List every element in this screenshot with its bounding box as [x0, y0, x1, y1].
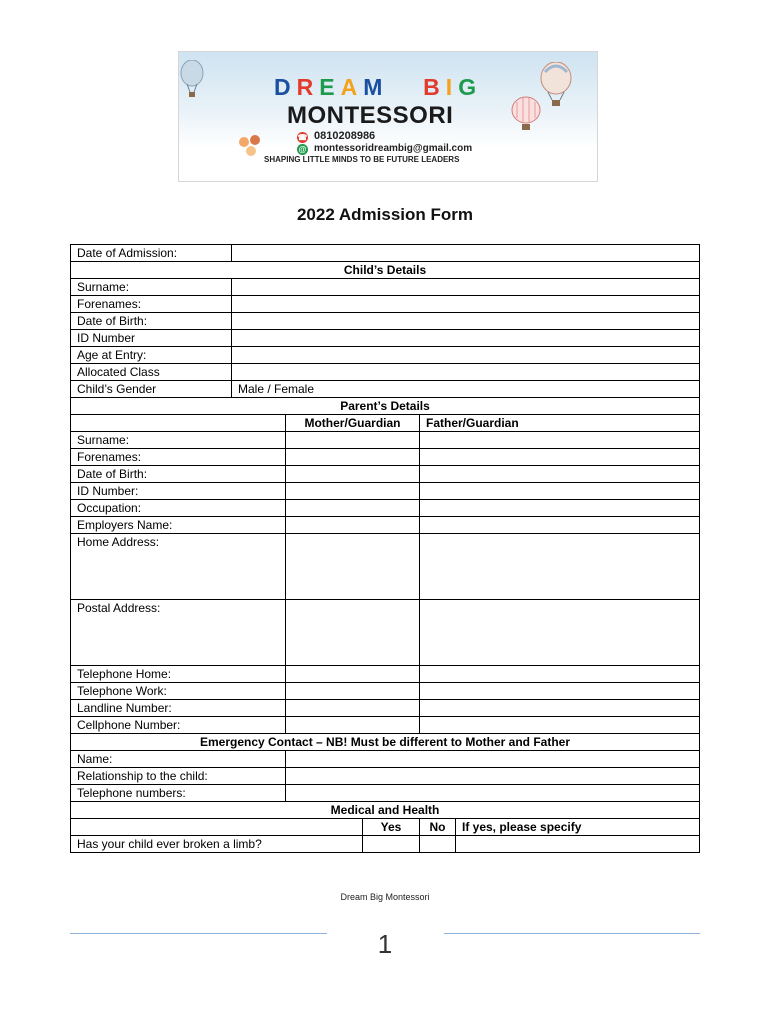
father-occupation-field[interactable]: [420, 500, 700, 517]
table-row: [71, 768, 700, 785]
table-row: [71, 466, 700, 483]
field-label: Postal Address:: [71, 600, 286, 666]
mother-id-field[interactable]: [286, 483, 420, 500]
emergency-contact-header: Emergency Contact – NB! Must be different to Mother and Father: [71, 734, 700, 751]
at-sign-icon: @: [298, 145, 307, 154]
brand-letter: I: [445, 74, 459, 100]
field-label: Name:: [71, 751, 286, 768]
broken-limb-yes-field[interactable]: [363, 836, 420, 853]
medical-health-header: Medical and Health: [71, 802, 700, 819]
table-row: [71, 313, 700, 330]
brand-letter: A: [340, 74, 364, 100]
broken-limb-no-field[interactable]: [420, 836, 456, 853]
child-class-field[interactable]: [232, 364, 700, 381]
field-label: Allocated Class: [71, 364, 232, 381]
field-label: Surname:: [71, 432, 286, 449]
father-surname-field[interactable]: [420, 432, 700, 449]
brand-letter: G: [458, 74, 483, 100]
emergency-name-field[interactable]: [286, 751, 700, 768]
brand-letter: D: [274, 74, 297, 100]
table-row: [71, 347, 700, 364]
child-gender-field[interactable]: Male / Female: [232, 381, 700, 398]
table-row: [71, 717, 700, 734]
father-tel-work-field[interactable]: [420, 683, 700, 700]
brand-letter: E: [319, 74, 341, 100]
brand-dream-big: [274, 74, 482, 101]
field-label: Age at Entry:: [71, 347, 232, 364]
email-address: montessoridreambig@gmail.com: [314, 143, 473, 154]
parent-details-header: Parent’s Details: [71, 398, 700, 415]
table-row: [71, 534, 700, 600]
table-row: [71, 819, 700, 836]
table-row: [71, 432, 700, 449]
footer-text: Dream Big Montessori: [340, 892, 430, 902]
father-dob-field[interactable]: [420, 466, 700, 483]
emergency-telephone-field[interactable]: [286, 785, 700, 802]
table-row: [71, 683, 700, 700]
father-tel-home-field[interactable]: [420, 666, 700, 683]
child-id-field[interactable]: [232, 330, 700, 347]
field-label: Relationship to the child:: [71, 768, 286, 785]
field-label: Employers Name:: [71, 517, 286, 534]
field-label: ID Number: [71, 330, 232, 347]
phone-number: 0810208986: [314, 130, 376, 142]
table-row: [71, 600, 700, 666]
table-row: [71, 262, 700, 279]
table-row: [71, 381, 700, 398]
table-row: [71, 751, 700, 768]
table-row: [71, 398, 700, 415]
table-row: [71, 449, 700, 466]
field-label: Forenames:: [71, 449, 286, 466]
mother-tel-work-field[interactable]: [286, 683, 420, 700]
tagline: SHAPING LITTLE MINDS TO BE FUTURE LEADERS: [264, 155, 460, 164]
table-row: [71, 483, 700, 500]
mother-column-header: Mother/Guardian: [286, 415, 420, 432]
field-label: Telephone Home:: [71, 666, 286, 683]
date-of-admission-field[interactable]: [232, 245, 700, 262]
field-label: Occupation:: [71, 500, 286, 517]
table-row: [71, 700, 700, 717]
phone-icon: ☎: [297, 133, 308, 142]
date-of-admission-label: Date of Admission:: [71, 245, 232, 262]
header-banner: [178, 51, 598, 182]
hot-air-balloon-icon: [509, 96, 543, 132]
emergency-relationship-field[interactable]: [286, 768, 700, 785]
field-label: Child’s Gender: [71, 381, 232, 398]
children-illustration-icon: [237, 134, 265, 160]
field-label: Date of Birth:: [71, 466, 286, 483]
field-label: Date of Birth:: [71, 313, 232, 330]
table-row: [71, 666, 700, 683]
mother-occupation-field[interactable]: [286, 500, 420, 517]
brand-letter: M: [363, 74, 389, 100]
father-postal-address-field[interactable]: [420, 600, 700, 666]
phone-line: [297, 130, 375, 143]
table-row: [71, 296, 700, 313]
blank-cell: [71, 415, 286, 432]
page-title: 2022 Admission Form: [296, 205, 474, 224]
father-landline-field[interactable]: [420, 700, 700, 717]
child-details-header: Child’s Details: [71, 262, 700, 279]
field-label: Home Address:: [71, 534, 286, 600]
mother-landline-field[interactable]: [286, 700, 420, 717]
father-employer-field[interactable]: [420, 517, 700, 534]
table-row: [71, 517, 700, 534]
child-dob-field[interactable]: [232, 313, 700, 330]
admission-form-table: [70, 244, 700, 853]
brand-letter: R: [296, 74, 320, 100]
father-forenames-field[interactable]: [420, 449, 700, 466]
broken-limb-specify-field[interactable]: [456, 836, 700, 853]
specify-column-header: If yes, please specify: [456, 819, 700, 836]
no-column-header: No: [420, 819, 456, 836]
brand-letter: B: [423, 74, 446, 100]
medical-question: Has your child ever broken a limb?: [71, 836, 363, 853]
email-line: [297, 143, 472, 155]
table-row: [71, 836, 700, 853]
father-cellphone-field[interactable]: [420, 717, 700, 734]
father-id-field[interactable]: [420, 483, 700, 500]
child-forenames-field[interactable]: [232, 296, 700, 313]
table-row: [71, 785, 700, 802]
mother-dob-field[interactable]: [286, 466, 420, 483]
field-label: Telephone Work:: [71, 683, 286, 700]
table-row: [71, 245, 700, 262]
table-row: [71, 364, 700, 381]
mother-forenames-field[interactable]: [286, 449, 420, 466]
table-row: [71, 500, 700, 517]
table-row: [71, 734, 700, 751]
yes-column-header: Yes: [363, 819, 420, 836]
mother-surname-field[interactable]: [286, 432, 420, 449]
page-number: 1: [377, 929, 393, 959]
blank-cell: [71, 819, 363, 836]
father-home-address-field[interactable]: [420, 534, 700, 600]
mother-home-address-field[interactable]: [286, 534, 420, 600]
field-label: Cellphone Number:: [71, 717, 286, 734]
child-surname-field[interactable]: [232, 279, 700, 296]
field-label: Landline Number:: [71, 700, 286, 717]
field-label: ID Number:: [71, 483, 286, 500]
hot-air-balloon-icon: [539, 62, 573, 108]
mother-tel-home-field[interactable]: [286, 666, 420, 683]
mother-cellphone-field[interactable]: [286, 717, 420, 734]
mother-postal-address-field[interactable]: [286, 600, 420, 666]
field-label: Telephone numbers:: [71, 785, 286, 802]
child-age-field[interactable]: [232, 347, 700, 364]
field-label: Forenames:: [71, 296, 232, 313]
table-row: [71, 279, 700, 296]
table-row: [71, 802, 700, 819]
field-label: Surname:: [71, 279, 232, 296]
father-column-header: Father/Guardian: [420, 415, 700, 432]
mother-employer-field[interactable]: [286, 517, 420, 534]
brand-name: MONTESSORI: [287, 102, 454, 129]
hot-air-balloon-icon: [179, 60, 205, 100]
table-row: [71, 330, 700, 347]
table-row: [71, 415, 700, 432]
